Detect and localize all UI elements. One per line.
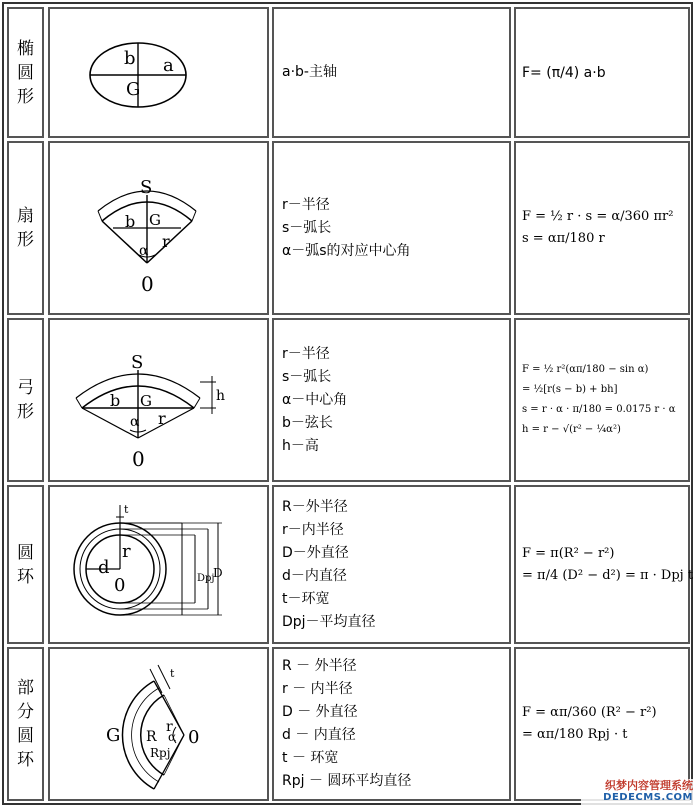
shape-name-cell-sector: 扇 形 [7, 141, 44, 315]
label-o: 0 [141, 272, 154, 296]
watermark-line1: 织梦内容管理系统 [605, 779, 693, 792]
segment-figure-cell [48, 318, 269, 482]
label-b: b [110, 391, 121, 410]
label-r-inner: r [166, 719, 173, 735]
sector-figure-cell [48, 141, 269, 315]
shape-name-cell-segment: 弓 形 [7, 318, 44, 482]
definition-cell-annulus: R－外半径 r－内半径 D－外直径 d－内直径 t－环宽 Dpj－平均直径 [272, 485, 511, 644]
label-dpj: Dpj [197, 573, 215, 584]
label-d: d [98, 557, 110, 578]
formula-cell-sector: F = ½ r · s = α/360 πr² s = απ/180 r [514, 141, 690, 315]
label-g: G [149, 211, 161, 229]
definition-cell-partial-annulus: R － 外半径 r － 内半径 D － 外直径 d － 内直径 t － 环宽 Rpj － 圆环平均直径 [272, 647, 511, 801]
formula-cell-segment: F = ½ r²(απ/180 − sin α) = ½[r(s − b) + bh] s = r · α · π/180 = 0.0175 r · α h = r − √(r² − ¼α²) [514, 318, 690, 482]
label-a: a [163, 55, 174, 76]
label-r: r [162, 232, 170, 251]
shape-name-cell-partial-annulus: 部 分 圆 环 [7, 647, 44, 801]
label-rpj: Rpj [150, 746, 171, 760]
label-alpha: α [130, 414, 140, 430]
shape-name-cell-annulus: 圆 环 [7, 485, 44, 644]
formula-cell-annulus: F = π(R² − r²) = π/4 (D² − d²) = π · Dpj t [514, 485, 690, 644]
formula-table [2, 2, 693, 805]
label-g: G [126, 79, 141, 100]
label-b: b [125, 212, 136, 231]
label-r-outer: R [146, 729, 157, 745]
annulus-figure [50, 487, 267, 642]
label-g: G [140, 392, 152, 410]
label-r: r [122, 541, 131, 562]
label-g: G [106, 725, 121, 746]
label-o: 0 [114, 575, 126, 596]
watermark [581, 779, 693, 805]
label-t: t [170, 667, 175, 680]
partial-annulus-figure-cell [48, 647, 269, 801]
label-s: S [131, 352, 144, 373]
label-o: 0 [188, 727, 200, 748]
definition-cell-sector: r－半径 s－弧长 α－弧s的对应中心角 [272, 141, 511, 315]
label-s: S [140, 177, 153, 198]
formula-cell-ellipse: F= (π/4) a·b [514, 7, 690, 138]
segment-figure [50, 320, 267, 480]
shape-name-cell-ellipse: 椭 圆 形 [7, 7, 44, 138]
label-alpha: α [168, 730, 177, 744]
label-d-outer: D [213, 566, 223, 580]
label-h: h [216, 388, 226, 404]
definition-cell-segment: r－半径 s－弧长 α－中心角 b－弦长 h－高 [272, 318, 511, 482]
formula-cell-partial-annulus: F = απ/360 (R² − r²) = απ/180 Rpj · t [514, 647, 690, 801]
definition-cell-ellipse: a·b-主轴 [272, 7, 511, 138]
label-alpha: α [139, 243, 149, 259]
label-r: r [158, 409, 166, 428]
partial-annulus-figure [50, 649, 267, 799]
ellipse-figure-cell [48, 7, 269, 138]
label-o: 0 [132, 447, 145, 471]
sector-figure [50, 143, 267, 313]
annulus-figure-cell [48, 485, 269, 644]
watermark-line2: DEDECMS.COM [603, 792, 693, 803]
ellipse-figure [50, 9, 267, 136]
label-b: b [124, 48, 136, 69]
label-t: t [124, 503, 129, 516]
